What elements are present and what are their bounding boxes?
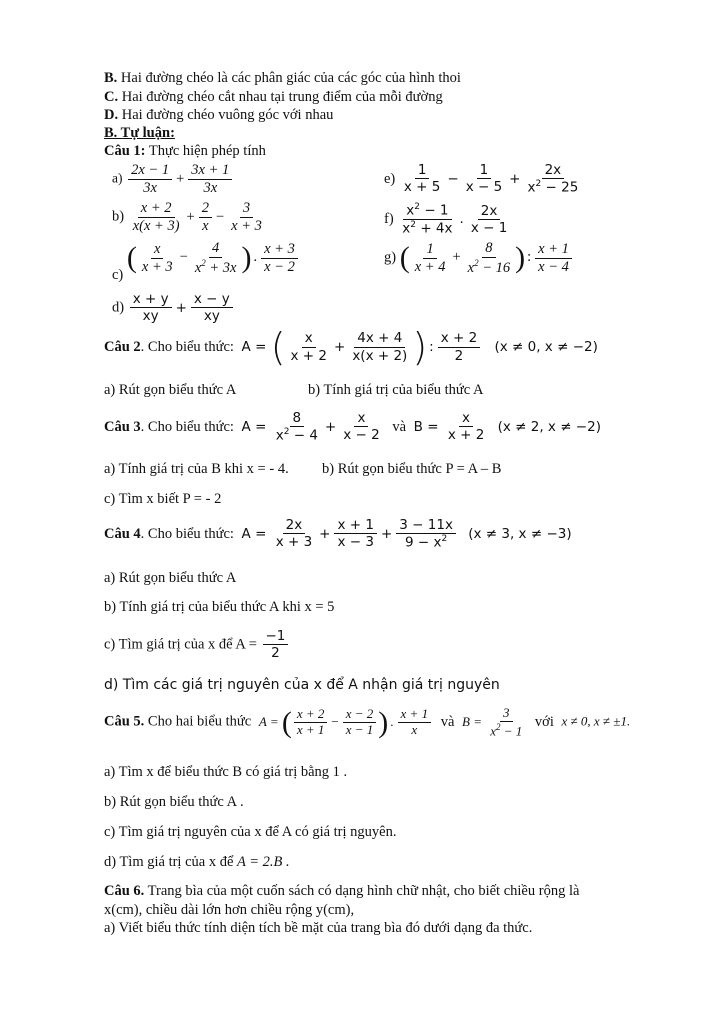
condition: x ≠ 0, x ≠ ±1. [561, 713, 631, 729]
q4-b: b) Tính giá trị của biểu thức A khi x = 5 [104, 599, 335, 615]
item-label: f) [384, 211, 394, 228]
option-d [104, 107, 333, 124]
item-label: g) [384, 249, 397, 266]
q6-statement [104, 883, 579, 900]
q5-statement: Câu 5. Cho hai biểu thức A = ( $\frac{x + 2}{x + 1}$ − $\frac{x - 2}{x - 1}$ ) . $\frac{x + 1}{x}$ và B = $\frac{3}{x^2 - 1}$ với x ≠ 0, x ≠ ±1. [104, 705, 631, 739]
option-c [104, 89, 443, 106]
q4-statement: Câu 4. Cho biểu thức: A = $\frac{2x}{x + 3}$ + $\frac{x + 1}{x - 3}$ + $\frac{3 - 11x}{9 - x^2}$ (x ≠ 3, x ≠ −3) [104, 517, 572, 551]
section-heading: B. Tự luận: [104, 125, 175, 141]
option-text: Hai đường chéo vuông góc với nhau [121, 107, 334, 123]
q1-e: e) $\frac{1}{x + 5}$ − $\frac{1}{x - 5}$ + $\frac{2x}{x^2 - 25}$ [384, 162, 579, 196]
option-key: D. [104, 107, 119, 123]
condition: (x ≠ 3, x ≠ −3) [468, 525, 572, 542]
q5-d-text: d) Tìm giá trị của x để [104, 854, 234, 870]
q1-label: Câu 1: [104, 143, 146, 159]
q1-text: Thực hiện phép tính [148, 143, 266, 159]
item-label: b) [112, 208, 125, 225]
expr-lhs: A = [241, 525, 267, 542]
q5-d [104, 854, 290, 871]
q3-text: . Cho biểu thức: [140, 418, 234, 435]
condition: (x ≠ 2, x ≠ −2) [497, 418, 601, 435]
q5-text: Cho hai biểu thức [147, 713, 252, 730]
option-key: C. [104, 89, 119, 105]
q5-label: Câu 5. [104, 713, 145, 730]
option-text: Hai đường chéo cắt nhau tại trung điểm của mỗi đường [121, 89, 443, 105]
expr-lhs: A = [258, 713, 279, 729]
expr-lhs: B = [462, 713, 482, 729]
item-label: a) [112, 170, 123, 186]
q1-b: b) $\frac{x + 2}{x(x + 3)}$ + $\frac{2}{x}$ − $\frac{3}{x + 3}$ [112, 200, 262, 234]
q2-label: Câu 2 [104, 339, 141, 355]
q1-c: c) ( $\frac{x}{x + 3}$ − $\frac{4}{x^2 + 3x}$ ) . $\frac{x + 3}{x - 2}$ [112, 240, 300, 276]
q2-a: a) Rút gọn biểu thức A [104, 382, 237, 398]
q3-a: a) Tính giá trị của B khi x = - 4. [104, 461, 289, 477]
q1-heading [104, 143, 266, 160]
q2-statement: Câu 2. Cho biểu thức: A = ( $\frac{x}{x + 2}$ + $\frac{4x + 4}{x(x + 2)}$ ) : $\frac{x + 2}{2}$ (x ≠ 0, x ≠ −2) [104, 325, 598, 369]
item-label: e) [384, 170, 396, 187]
q2-b: b) Tính giá trị của biểu thức A [308, 382, 484, 398]
q3-c: c) Tìm x biết P = - 2 [104, 491, 222, 507]
condition: (x ≠ 0, x ≠ −2) [494, 339, 598, 355]
q4-c: c) Tìm giá trị của x để A = $\frac{-1}{2}$ [104, 628, 290, 661]
and-word: và [392, 418, 407, 435]
item-label: c) [112, 267, 124, 284]
q3-label: Câu 3 [104, 418, 141, 435]
option-text: Hai đường chéo là các phân giác của các góc của hình thoi [120, 70, 461, 86]
q1-g: g) ( $\frac{1}{x + 4}$ + $\frac{8}{x^2 - 16}$ ) : $\frac{x + 1}{x - 4}$ [384, 240, 574, 276]
q6-statement-2: x(cm), chiều dài lớn hơn chiều rộng y(cm), [104, 902, 355, 918]
q6-a: a) Viết biểu thức tính diện tích bề mặt của trang bìa đó dưới dạng đa thức. [104, 920, 533, 936]
q6-text: Trang bìa của một cuốn sách có dạng hình chữ nhật, cho biết chiều rộng là [147, 883, 580, 899]
q6-label: Câu 6. [104, 883, 145, 899]
q1-f: f) $\frac{x^2 - 1}{x^2 + 4x}$ . $\frac{2x}{x - 1}$ [384, 202, 508, 237]
with-word: với [534, 713, 554, 730]
q1-a: a) $\frac{2x - 1}{3x}$ + $\frac{3x + 1}{3x}$ [112, 162, 234, 196]
q1-d: d) $\frac{x + y}{xy}$ + $\frac{x - y}{xy}$ [112, 291, 235, 324]
and-word: và [440, 713, 455, 730]
q3-statement: Câu 3. Cho biểu thức: A = $\frac{8}{x^2 - 4}$ + $\frac{x}{x - 2}$ và B = $\frac{x}{x + 2}$ (x ≠ 2, x ≠ −2) [104, 410, 601, 444]
q4-a: a) Rút gọn biểu thức A [104, 570, 237, 586]
q3-b: b) Rút gọn biểu thức P = A – B [322, 461, 502, 477]
expr-lhs: A = [241, 418, 267, 435]
q5-c: c) Tìm giá trị nguyên của x để A có giá trị nguyên. [104, 824, 397, 840]
q5-b: b) Rút gọn biểu thức A . [104, 794, 244, 810]
q4-d: d) Tìm các giá trị nguyên của x để A nhận giá trị nguyên [104, 677, 500, 693]
expr-lhs: A = [241, 339, 267, 355]
q4-c-text: c) Tìm giá trị của x để A = [104, 636, 257, 653]
option-b [104, 70, 461, 87]
option-key: B. [104, 70, 118, 86]
q4-text: . Cho biểu thức: [140, 525, 234, 542]
q2-text: . Cho biểu thức: [140, 339, 234, 355]
expr-lhs: B = [413, 418, 439, 435]
q4-label: Câu 4 [104, 525, 141, 542]
q5-a: a) Tìm x để biểu thức B có giá trị bằng 1 . [104, 764, 348, 780]
item-label: d) [112, 299, 125, 316]
q5-d-expr: A = 2.B . [237, 854, 290, 870]
